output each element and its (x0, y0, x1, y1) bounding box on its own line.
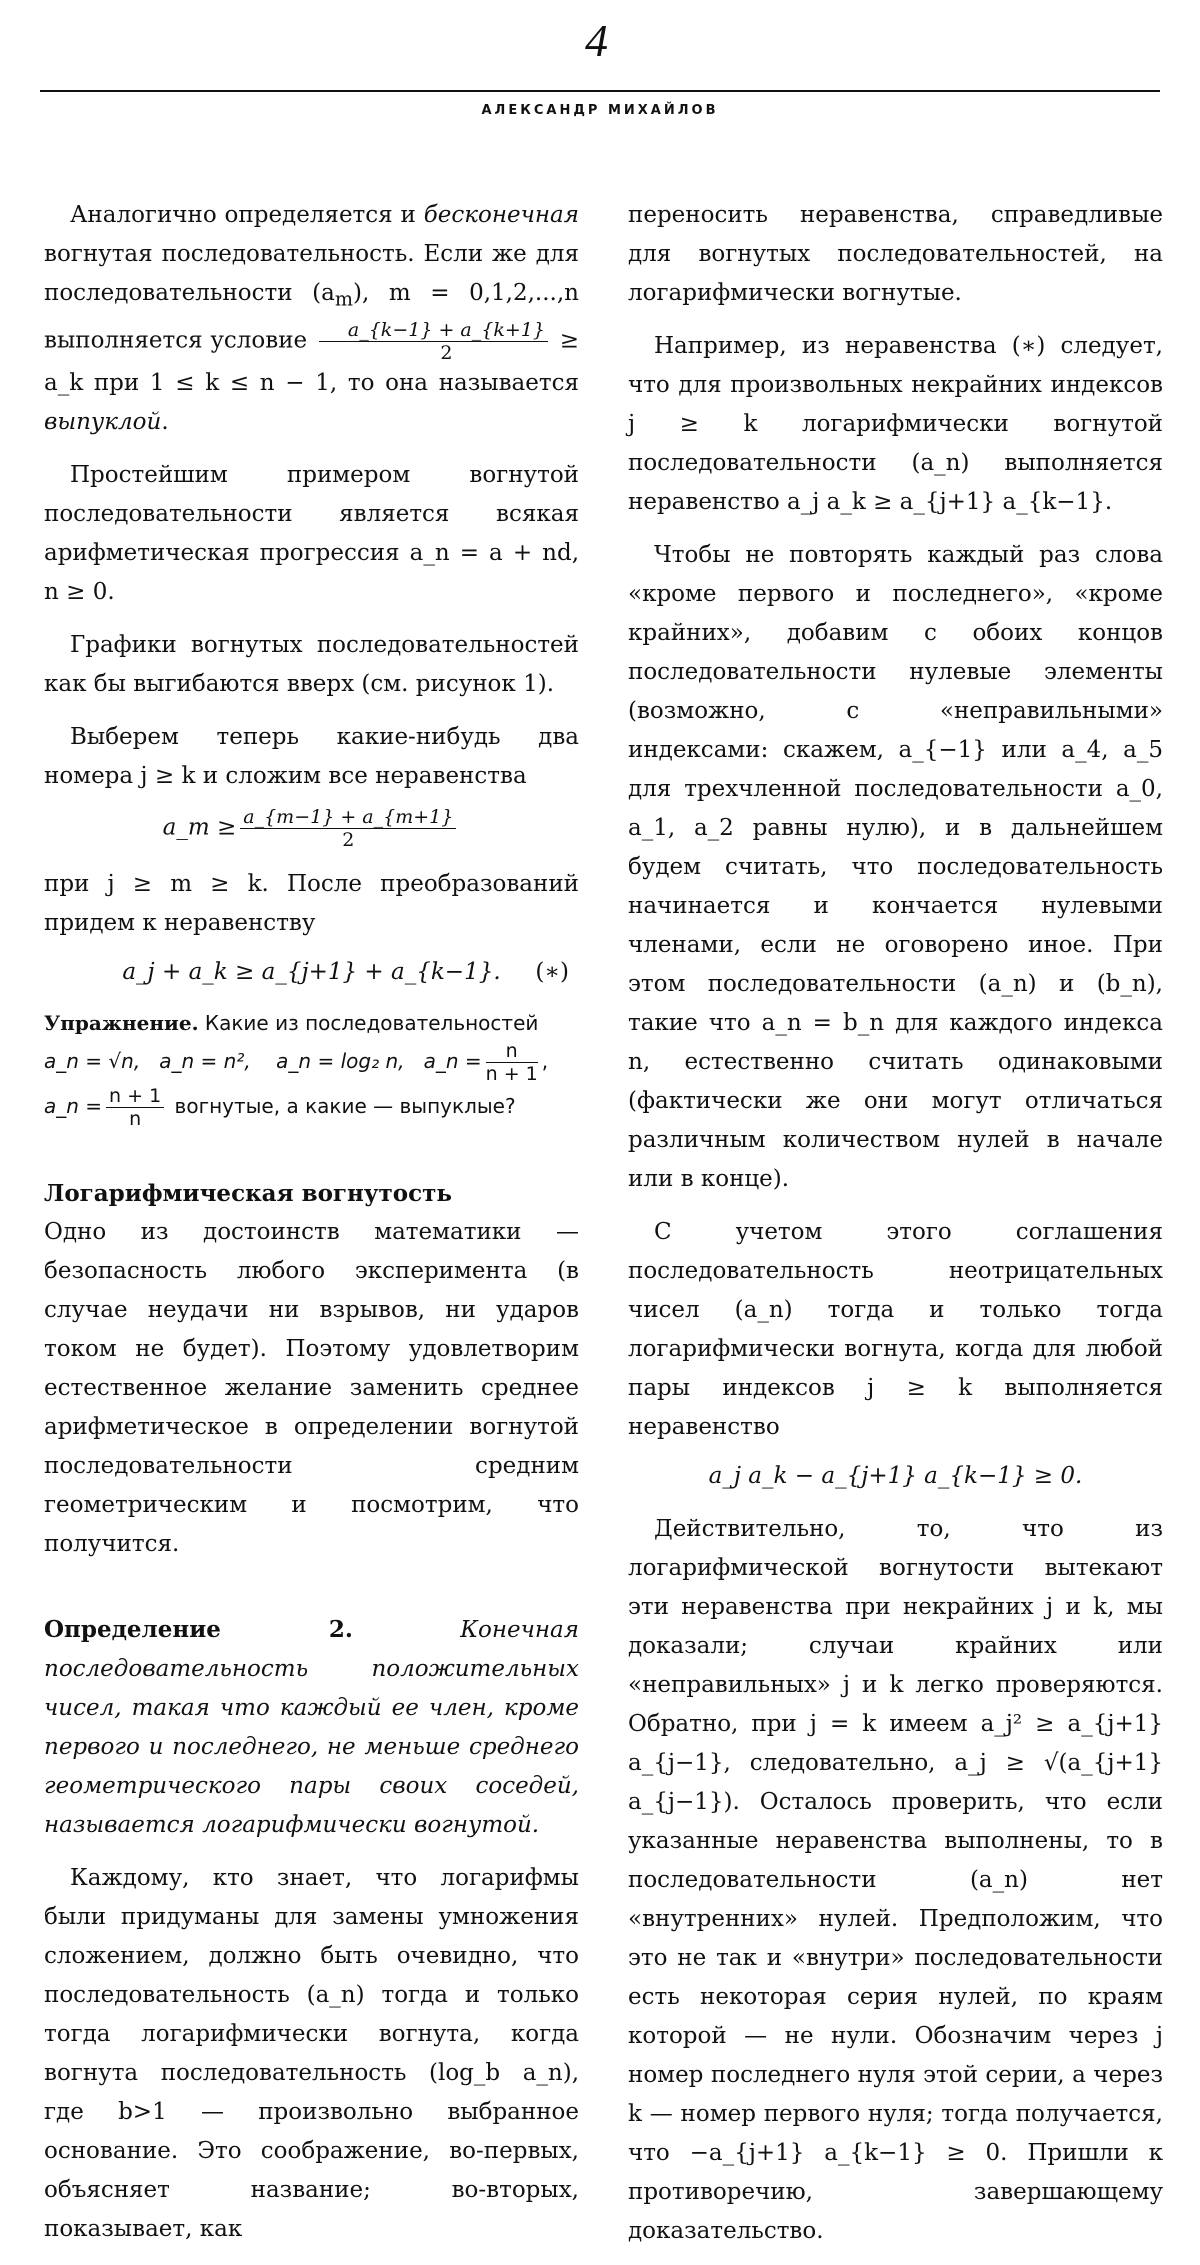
paragraph-graphs: Графики вогнутых последовательностей как бы выгибаются вверх (см. рисунок 1). (44, 631, 579, 697)
paragraph-concave-definition: Аналогично определяется и бесконечная вогнутая последовательность. Если же для последовательности $(a_m)$, m = 0,1,2,...,n выполняется условие $\frac{a\_\{k-1\} + a\_\{k+1\}}{2}$ ≥ a_k при 1 ≤ k ≤ n − 1, то она называется выпуклой. (44, 202, 579, 435)
paragraph-agreement: С учетом этого соглашения последовательность неотрицательных чисел (a_n) тогда и только тогда логарифмически вогнута, когда для любой пары индексов j ≥ k выполняется неравенство (628, 1219, 1163, 1440)
paragraph-proof: Действительно, то, что из логарифмической вогнутости вытекают эти неравенства при некрайних j и k, мы доказали; случаи крайних или «неправильных» j и k легко проверяются. Обратно, при j = k имеем a_j² ≥ a_{j+1} a_{j−1}, следовательно, a_j ≥ √(a_{j+1} a_{j−1}). Осталось проверить, что если указанные неравенства выполнены, то в последовательности (a_n) нет «внутренних» нулей. Предположим, что это не так и «внутри» последовательности есть некоторая серия нулей, по краям которой — не нули. Обозначим через j номер последнего нуля этой серии, а через k — номер первого нуля; тогда получается, что −a_{j+1} a_{k−1} ≥ 0. Пришли к противоречию, завершающему доказательство. (628, 1516, 1163, 2244)
formula-star: a_j + a_k ≥ a_{j+1} + a_{k−1}. (∗) (44, 953, 579, 992)
right-column (628, 196, 1163, 2265)
left-column (44, 196, 579, 2263)
formula-star-tag: (∗) (535, 958, 569, 985)
formula-log-concave-criterion: a_j a_k − a_{j+1} a_{k−1} ≥ 0. (708, 1463, 1083, 1489)
fraction-condition: $\frac{a\_\{k-1\} + a\_\{k+1\}}{2}$ (319, 319, 548, 364)
formula-mean-inequality: a_m ≥ $\frac{a\_\{m-1\} + a\_\{m+1\}}{2}$ (44, 806, 579, 851)
page-number: 4 (585, 15, 608, 66)
running-title: АЛЕКСАНДР МИХАЙЛОВ (481, 103, 719, 118)
header-rule (40, 90, 1160, 92)
paragraph-transfer: переносить неравенства, справедливые для вогнутых последовательностей, на логарифмически вогнутые. (628, 202, 1163, 306)
paragraph-transformations: при j ≥ m ≥ k. После преобразований придем к неравенству (44, 870, 579, 936)
exercise-label: Упражнение. (44, 1010, 199, 1035)
exercise-block: Упражнение. Какие из последовательностей a_n = √n, a_n = n², a_n = log₂ n, a_n = $\frac{n}{n + 1}$ , a_n = $\frac{n + 1}{n}$ вогнутые, а какие — выпуклые? (44, 1010, 549, 1130)
paragraph-zero-padding: Чтобы не повторять каждый раз слова «кроме первого и последнего», «кроме крайних», добавим с обоих концов последовательности нулевые элементы (возможно, с «неправильными» индексами: скажем, a_{−1} или a_4, a_5 для трехчленной последовательности a_0, a_1, a_2 равны нулю), и в дальнейшем будем считать, что последовательность начинается и кончается нулевыми членами, если не оговорено иное. При этом последовательности (a_n) и (b_n), такие что a_n = b_n для каждого индекса n, естественно считать одинаковыми (фактически же они могут отличаться различным количеством нулей в начале или в конце). (628, 542, 1163, 1192)
paragraph-choose-indices: Выберем теперь какие-нибудь два номера j ≥ k и сложим все неравенства (44, 723, 579, 789)
section-heading-log-concavity: Логарифмическая вогнутость (44, 1179, 453, 1207)
paragraph-math-safety: Одно из достоинств математики — безопасность любого эксперимента (в случае неудачи ни взрывов, ни ударов током не будет). Поэтому удовлетворим естественное желание заменить среднее арифметическое в определении вогнутой последовательности средним геометрическим и посмотрим, что получится. (44, 1218, 579, 1557)
paragraph-example: Например, из неравенства (∗) следует, что для произвольных некрайних индексов j ≥ k логарифмически вогнутой последовательности (a_n) выполняется неравенство a_j a_k ≥ a_{j+1} a_{k−1}. (628, 333, 1163, 515)
paragraph-logarithms: Каждому, кто знает, что логарифмы были придуманы для замены умножения сложением, должно быть очевидно, что последовательность (a_n) тогда и только тогда логарифмически вогнута, когда вогнута последовательность (log_b a_n), где b>1 — произвольно выбранное основание. Это соображение, во-первых, объясняет название; во-вторых, показывает, как (44, 1864, 579, 2242)
definition-2: Определение 2. Конечная последовательность положительных чисел, такая что каждый ее член, кроме первого и последнего, не меньше среднего геометрического пары своих соседей, называется логарифмически вогнутой. (44, 1615, 579, 1838)
paragraph-arithmetic-progression: Простейшим примером вогнутой последовательности является всякая арифметическая прогрессия a_n = a + nd, n ≥ 0. (44, 461, 579, 605)
